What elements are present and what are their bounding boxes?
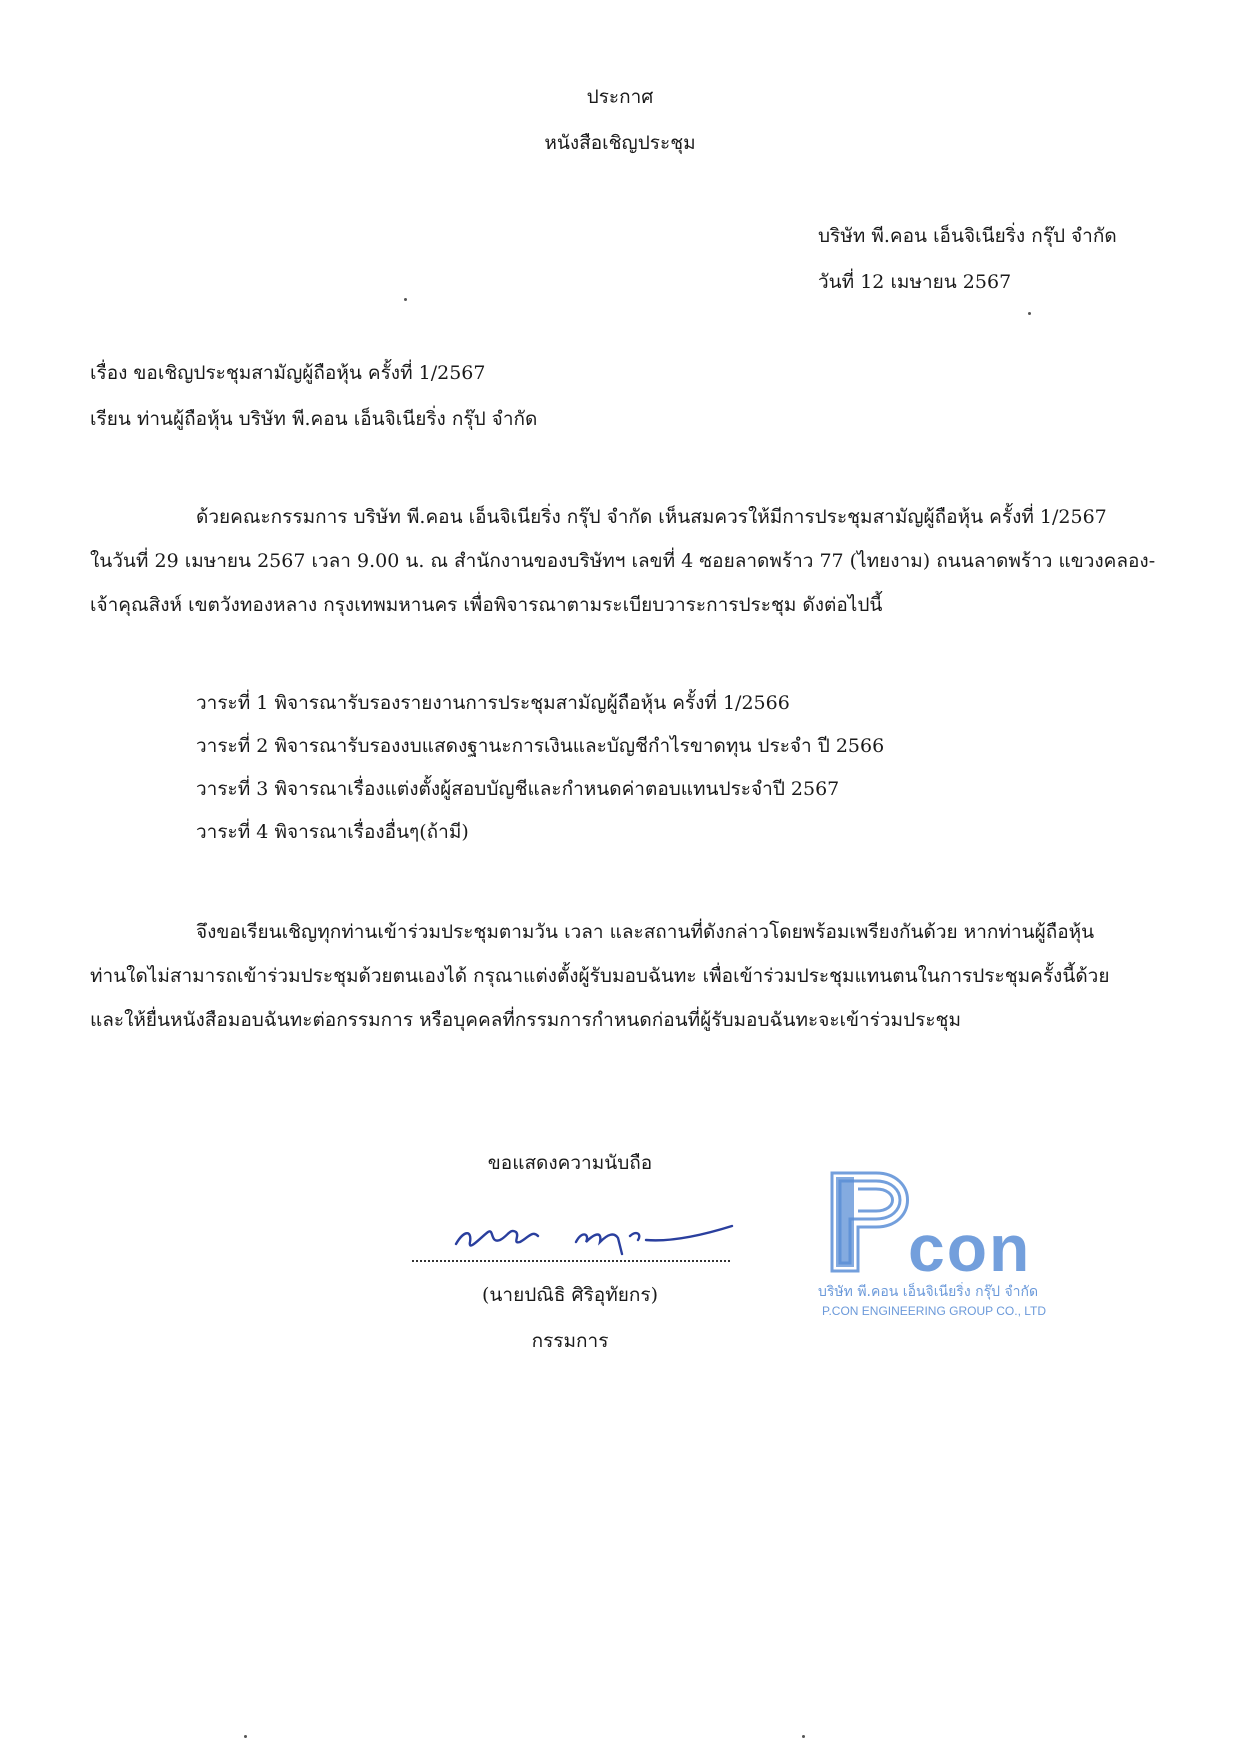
sender-company: บริษัท พี.คอน เอ็นจิเนียริ่ง กรุ๊ป จำกัด	[818, 225, 1117, 247]
agenda-item-3: วาระที่ 3 พิจารณาเรื่องแต่งตั้งผู้สอบบัญชีและกำหนดค่าตอบแทนประจำปี 2567	[196, 778, 840, 800]
intro-paragraph	[90, 495, 1156, 627]
signature-line	[412, 1260, 730, 1262]
closing-line-1: จึงขอเรียนเชิญทุกท่านเข้าร่วมประชุมตามวัน เวลา และสถานที่ดังกล่าวโดยพร้อมเพรียงกันด้วย หากท่านผู้ถือหุ้น	[196, 921, 1095, 943]
handwritten-signature	[450, 1208, 740, 1260]
scan-speck	[404, 298, 407, 301]
announcement-heading: ประกาศ	[586, 86, 654, 108]
pcon-logo-icon	[818, 1163, 1074, 1323]
stamp-company-th: บริษัท พี.คอน เอ็นจิเนียริ่ง กรุ๊ป จำกัด	[818, 1284, 1039, 1300]
signatory-name: (นายปณิธิ ศิริอุทัยกร)	[482, 1284, 658, 1306]
signatory-position: กรรมการ	[531, 1330, 609, 1352]
sender-date: วันที่ 12 เมษายน 2567	[818, 271, 1012, 293]
agenda-list	[196, 682, 884, 854]
scan-speck	[1028, 312, 1031, 315]
intro-line-2: ในวันที่ 29 เมษายน 2567 เวลา 9.00 น. ณ สำนักงานของบริษัทฯ เลขที่ 4 ซอยลาดพร้าว 77 (ไทยงาม) ถนนลาดพร้าว แขวงคลอง-	[90, 550, 1156, 572]
scan-speck	[802, 1735, 805, 1738]
closing-paragraph	[90, 910, 1140, 1042]
subject-line: เรื่อง ขอเชิญประชุมสามัญผู้ถือหุ้น ครั้งที่ 1/2567	[90, 362, 486, 384]
closing-line-2: ท่านใดไม่สามารถเข้าร่วมประชุมด้วยตนเองได้ กรุณาแต่งตั้งผู้รับมอบฉันทะ เพื่อเข้าร่วมประชุมแทนตนในการประชุมครั้งนี้ด้วย	[90, 965, 1110, 987]
regards-text: ขอแสดงความนับถือ	[487, 1152, 653, 1174]
stamp-company-en: P.CON ENGINEERING GROUP CO., LTD	[822, 1304, 1047, 1318]
closing-line-3: และให้ยื่นหนังสือมอบฉันทะต่อกรรมการ หรือบุคคลที่กรรมการกำหนดก่อนที่ผู้รับมอบฉันทะจะเข้าร่วมประชุม	[90, 1009, 961, 1031]
recipient-line: เรียน ท่านผู้ถือหุ้น บริษัท พี.คอน เอ็นจิเนียริ่ง กรุ๊ป จำกัด	[90, 408, 538, 430]
document-title: หนังสือเชิญประชุม	[544, 132, 696, 154]
company-stamp	[818, 1163, 1074, 1323]
agenda-item-4: วาระที่ 4 พิจารณาเรื่องอื่นๆ(ถ้ามี)	[196, 821, 469, 843]
agenda-item-2: วาระที่ 2 พิจารณารับรองงบแสดงฐานะการเงินและบัญชีกำไรขาดทุน ประจำ ปี 2566	[196, 735, 885, 757]
intro-line-1: ด้วยคณะกรรมการ บริษัท พี.คอน เอ็นจิเนียริ่ง กรุ๊ป จำกัด เห็นสมควรให้มีการประชุมสามัญผู้ถือหุ้น ครั้งที่ 1/2567	[196, 506, 1107, 528]
intro-line-3: เจ้าคุณสิงห์ เขตวังทองหลาง กรุงเทพมหานคร เพื่อพิจารณาตามระเบียบวาระการประชุม ดังต่อไปนี้	[90, 594, 883, 616]
scan-speck	[244, 1735, 247, 1738]
svg-text:con: con	[908, 1211, 1032, 1285]
agenda-item-1: วาระที่ 1 พิจารณารับรองรายงานการประชุมสามัญผู้ถือหุ้น ครั้งที่ 1/2566	[196, 692, 790, 714]
